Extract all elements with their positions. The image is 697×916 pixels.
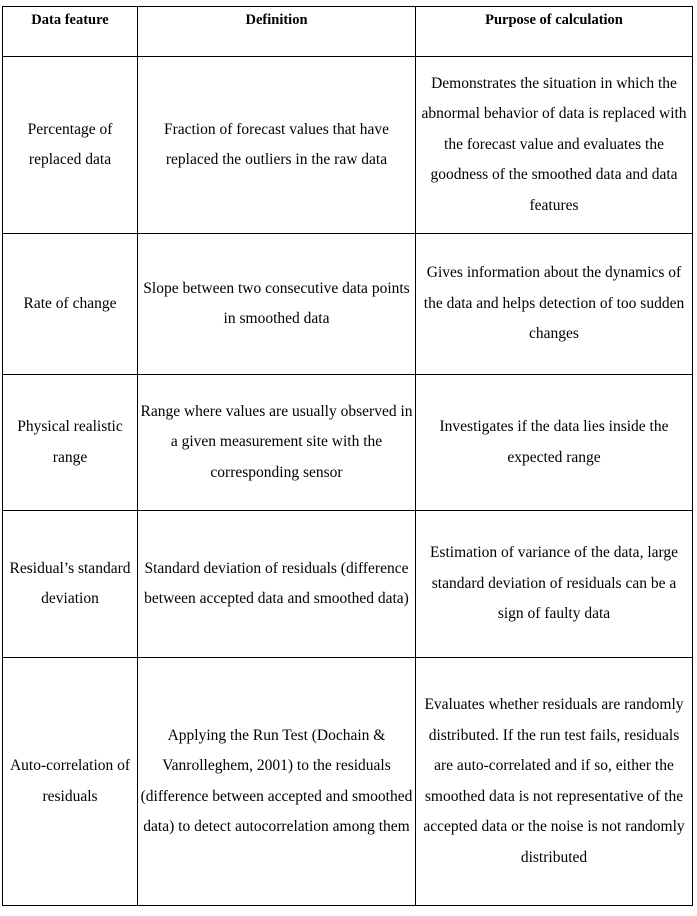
cell-purpose: Estimation of variance of the data, large standard deviation of residuals can be a sign of faulty data	[416, 511, 693, 658]
table-row	[3, 511, 693, 658]
cell-feature: Percentage of replaced data	[3, 57, 138, 234]
cell-purpose: Investigates if the data lies inside the expected range	[416, 375, 693, 511]
table-row	[3, 234, 693, 375]
header-purpose: Purpose of calculation	[416, 7, 693, 57]
cell-purpose: Evaluates whether residuals are randomly distributed. If the run test fails, residuals are auto-correlated and if so, either the smoothed data is not representative of the accepted data or the noise is not randomly distributed	[416, 658, 693, 906]
cell-definition: Fraction of forecast values that have replaced the outliers in the raw data	[138, 57, 416, 234]
cell-feature: Rate of change	[3, 234, 138, 375]
table-header-row	[3, 7, 693, 57]
table-row	[3, 375, 693, 511]
cell-purpose: Demonstrates the situation in which the abnormal behavior of data is replaced with the forecast value and evaluates the goodness of the smoothed data and data features	[416, 57, 693, 234]
cell-purpose: Gives information about the dynamics of the data and helps detection of too sudden changes	[416, 234, 693, 375]
table-row	[3, 57, 693, 234]
cell-definition: Slope between two consecutive data points in smoothed data	[138, 234, 416, 375]
table-row	[3, 658, 693, 906]
header-definition: Definition	[138, 7, 416, 57]
cell-definition: Standard deviation of residuals (difference between accepted data and smoothed data)	[138, 511, 416, 658]
cell-feature: Auto-correlation of residuals	[3, 658, 138, 906]
cell-definition: Applying the Run Test (Dochain & Vanrolleghem, 2001) to the residuals (difference between accepted and smoothed data) to detect autocorrelation among them	[138, 658, 416, 906]
header-data-feature: Data feature	[3, 7, 138, 57]
data-features-table	[2, 6, 693, 906]
cell-definition: Range where values are usually observed in a given measurement site with the corresponding sensor	[138, 375, 416, 511]
cell-feature: Residual’s standard deviation	[3, 511, 138, 658]
cell-feature: Physical realistic range	[3, 375, 138, 511]
